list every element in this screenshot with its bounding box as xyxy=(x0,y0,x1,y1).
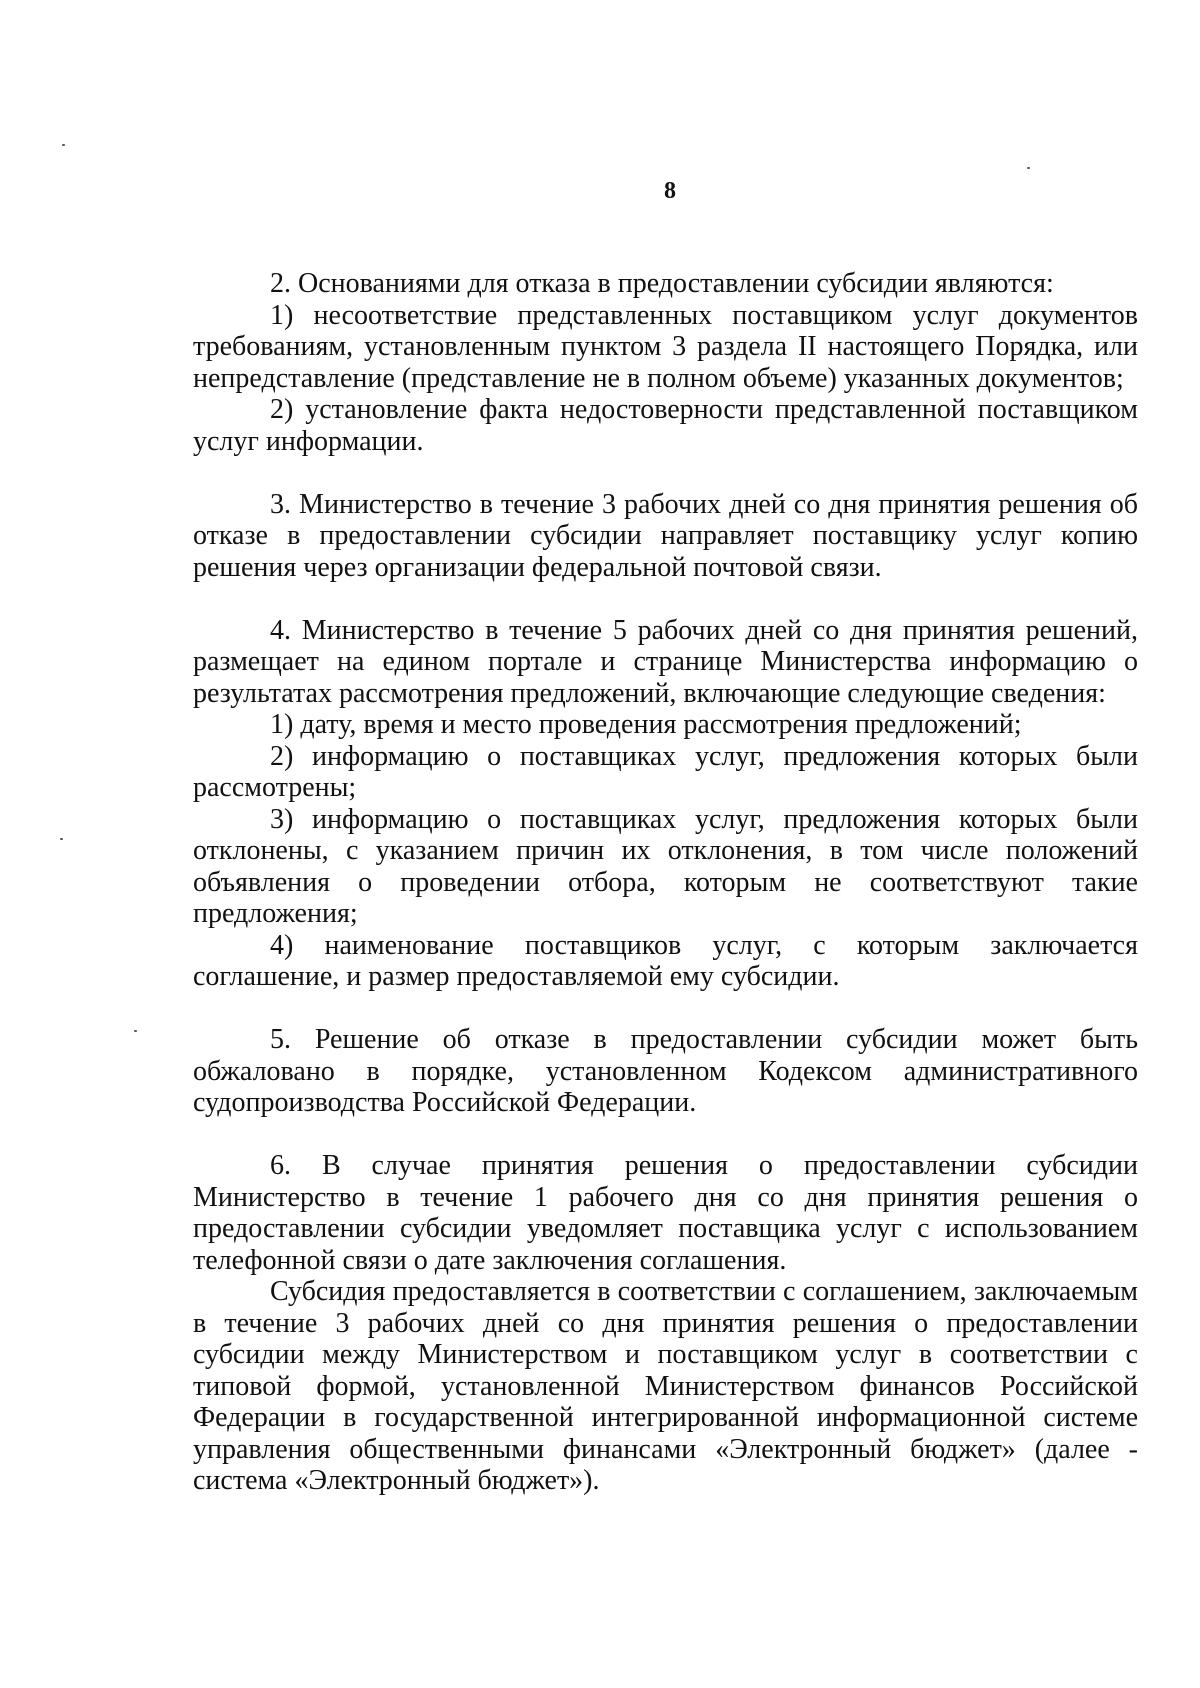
paragraph-3: 3. Министерство в течение 3 рабочих дней со дня принятия решения об отказе в предоставлении субсидии направляет поставщику услуг копию решения через организации федеральной почтовой связи. xyxy=(193,488,1138,583)
paragraph-5: 5. Решение об отказе в предоставлении субсидии может быть обжаловано в порядке, установленном Кодексом административного судопроизводства Российской Федерации. xyxy=(193,1024,1138,1118)
page-number: 8 xyxy=(664,178,676,204)
paragraph-ground-2: 2) установление факта недостоверности представленной поставщиком услуг информации. xyxy=(193,394,1138,457)
paragraph-4-item-2: 2) информацию о поставщиках услуг, предложения которых были рассмотрены; xyxy=(193,740,1138,803)
scan-speck xyxy=(60,838,63,840)
paragraph-4: 4. Министерство в течение 5 рабочих дней со дня принятия решений, размещает на едином портале и странице Министерства информацию о результатах рассмотрения предложений, включающие следующие сведения: xyxy=(193,614,1138,709)
paragraph-ground-1: 1) несоответствие представленных поставщиком услуг документов требованиям, установленным пунктом 3 раздела II настоящего Порядка, или непредставление (представление не в полном объеме) указанных документов; xyxy=(193,299,1138,394)
scan-speck xyxy=(134,1030,137,1032)
scan-speck xyxy=(62,144,65,146)
scan-speck xyxy=(1027,167,1030,169)
paragraph-refusal-grounds: 2. Основаниями для отказа в предоставлении субсидии являются: xyxy=(270,268,1054,299)
paragraph-4-item-4: 4) наименование поставщиков услуг, с которым заключается соглашение, и размер предоставляемой ему субсидии. xyxy=(193,929,1138,992)
paragraph-4-item-1: 1) дату, время и место проведения рассмотрения предложений; xyxy=(270,709,1022,740)
document-body xyxy=(193,268,1138,1497)
paragraph-6-subsidy: Субсидия предоставляется в соответствии с соглашением, заключаемым в течение 3 рабочих дней со дня принятия решения о предоставлении субсидии между Министерством и поставщиком услуг в соответствии с типовой формой, установленной Министерством финансов Российской Федерации в государственной интегрированной информационной системе управления общественными финансами «Электронный бюджет» (далее - система «Электронный бюджет»). xyxy=(193,1276,1138,1496)
paragraph-6: 6. В случае принятия решения о предоставлении субсидии Министерство в течение 1 рабочего дня со дня принятия решения о предоставлении субсидии уведомляет поставщика услуг с использованием телефонной связи о дате заключения соглашения. xyxy=(193,1150,1138,1276)
paragraph-4-item-3: 3) информацию о поставщиках услуг, предложения которых были отклонены, с указанием причин их отклонения, в том числе положений объявления о проведении отбора, которым не соответствуют такие предложения; xyxy=(193,803,1138,929)
